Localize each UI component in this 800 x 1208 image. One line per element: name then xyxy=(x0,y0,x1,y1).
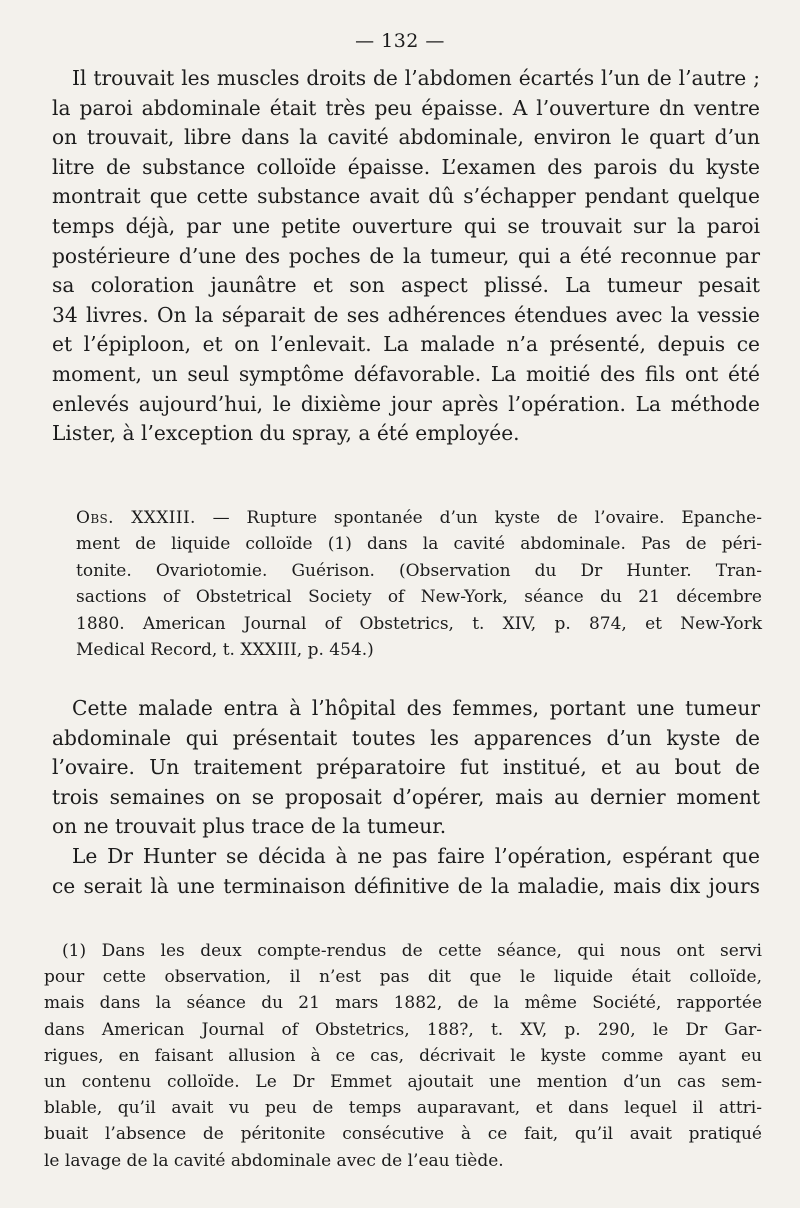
obs-line: 1880. American Journal of Obstetrics, t. XIV, p. 874, et New-York xyxy=(76,613,762,634)
text-line: enlevés aujourd’hui, le dixième jour après l’opération. La méthode xyxy=(52,391,760,416)
text-line: Cette malade entra à l’hôpital des femmes, portant une tumeur xyxy=(72,696,760,720)
obs-line: Medical Record, t. XXXIII, p. 454.) xyxy=(76,640,374,661)
paragraph-2 xyxy=(52,694,760,842)
footnote-line: buait l’absence de péritonite consécutive à ce fait, qu’il avait pratiqué xyxy=(44,1124,762,1145)
text-line: Il trouvait les muscles droits de l’abdomen écartés l’un de l’autre ; xyxy=(72,66,760,90)
text-line: 34 livres. On la séparait de ses adhérences étendues avec la vessie xyxy=(52,302,760,327)
footnote-line: mais dans la séance du 21 mars 1882, de la même Société, rapportée xyxy=(44,993,762,1014)
obs-line xyxy=(76,505,762,531)
text-line: la paroi abdominale était très peu épaisse. A l’ouverture dn ventre xyxy=(52,95,760,120)
text-line: moment, un seul symptôme défavorable. La moitié des fils ont été xyxy=(52,361,760,386)
text-line: l’ovaire. Un traitement préparatoire fut institué, et au bout de xyxy=(52,755,760,780)
text-line: Lister, à l’exception du spray, a été employée. xyxy=(52,421,520,446)
obs-line: sactions of Obstetrical Society of New-York, séance du 21 décembre xyxy=(76,587,762,608)
text-line: trois semaines on se proposait d’opérer, mais au dernier moment xyxy=(52,784,760,809)
footnote xyxy=(44,938,762,1174)
footnote-line: rigues, en faisant allusion à ce cas, décrivait le kyste comme ayant eu xyxy=(44,1045,762,1066)
footnote-line: dans American Journal of Obstetrics, 188?, t. XV, p. 290, le Dr Gar- xyxy=(44,1019,762,1040)
text-line: litre de substance colloïde épaisse. L’examen des parois du kyste xyxy=(52,154,760,179)
text-line: sa coloration jaunâtre et son aspect plissé. La tumeur pesait xyxy=(52,273,760,298)
footnote-line: pour cette observation, il n’est pas dit que le liquide était colloïde, xyxy=(44,967,762,988)
obs-line: tonite. Ovariotomie. Guérison. (Observation du Dr Hunter. Tran- xyxy=(76,560,762,581)
footnote-line: blable, qu’il avait vu peu de temps auparavant, et dans lequel il attri- xyxy=(44,1098,762,1119)
footnote-line: le lavage de la cavité abdominale avec de l’eau tiède. xyxy=(44,1150,504,1171)
text-line: et l’épiploon, et on l’enlevait. La malade n’a présenté, depuis ce xyxy=(52,332,760,357)
paragraph-3 xyxy=(52,842,760,901)
obs-title: — Rupture spontanée d’un kyste de l’ovaire. Epanche- xyxy=(195,508,762,528)
text-line: temps déjà, par une petite ouverture qui se trouvait sur la paroi xyxy=(52,213,760,238)
text-line: on trouvait, libre dans la cavité abdominale, environ le quart d’un xyxy=(52,125,760,150)
obs-number: Obs. XXXIII. xyxy=(76,508,196,528)
observation-heading xyxy=(76,505,762,663)
text-line: ce serait là une terminaison définitive de la maladie, mais dix jours xyxy=(52,873,760,898)
text-line: postérieure d’une des poches de la tumeur, qui a été reconnue par xyxy=(52,243,760,268)
footnote-line: (1) Dans les deux compte-rendus de cette séance, qui nous ont servi xyxy=(62,941,762,961)
obs-line: ment de liquide colloïde (1) dans la cavité abdominale. Pas de péri- xyxy=(76,534,762,555)
footnote-line: un contenu colloïde. Le Dr Emmet ajoutait une mention d’un cas sem- xyxy=(44,1072,762,1093)
page-number: — 132 — xyxy=(355,30,445,52)
text-line: abdominale qui présentait toutes les apparences d’un kyste de xyxy=(52,725,760,750)
paragraph-1 xyxy=(52,64,760,449)
text-line: on ne trouvait plus trace de la tumeur. xyxy=(52,814,447,839)
text-line: Le Dr Hunter se décida à ne pas faire l’opération, espérant que xyxy=(72,844,760,868)
text-line: montrait que cette substance avait dû s’échapper pendant quelque xyxy=(52,184,760,209)
